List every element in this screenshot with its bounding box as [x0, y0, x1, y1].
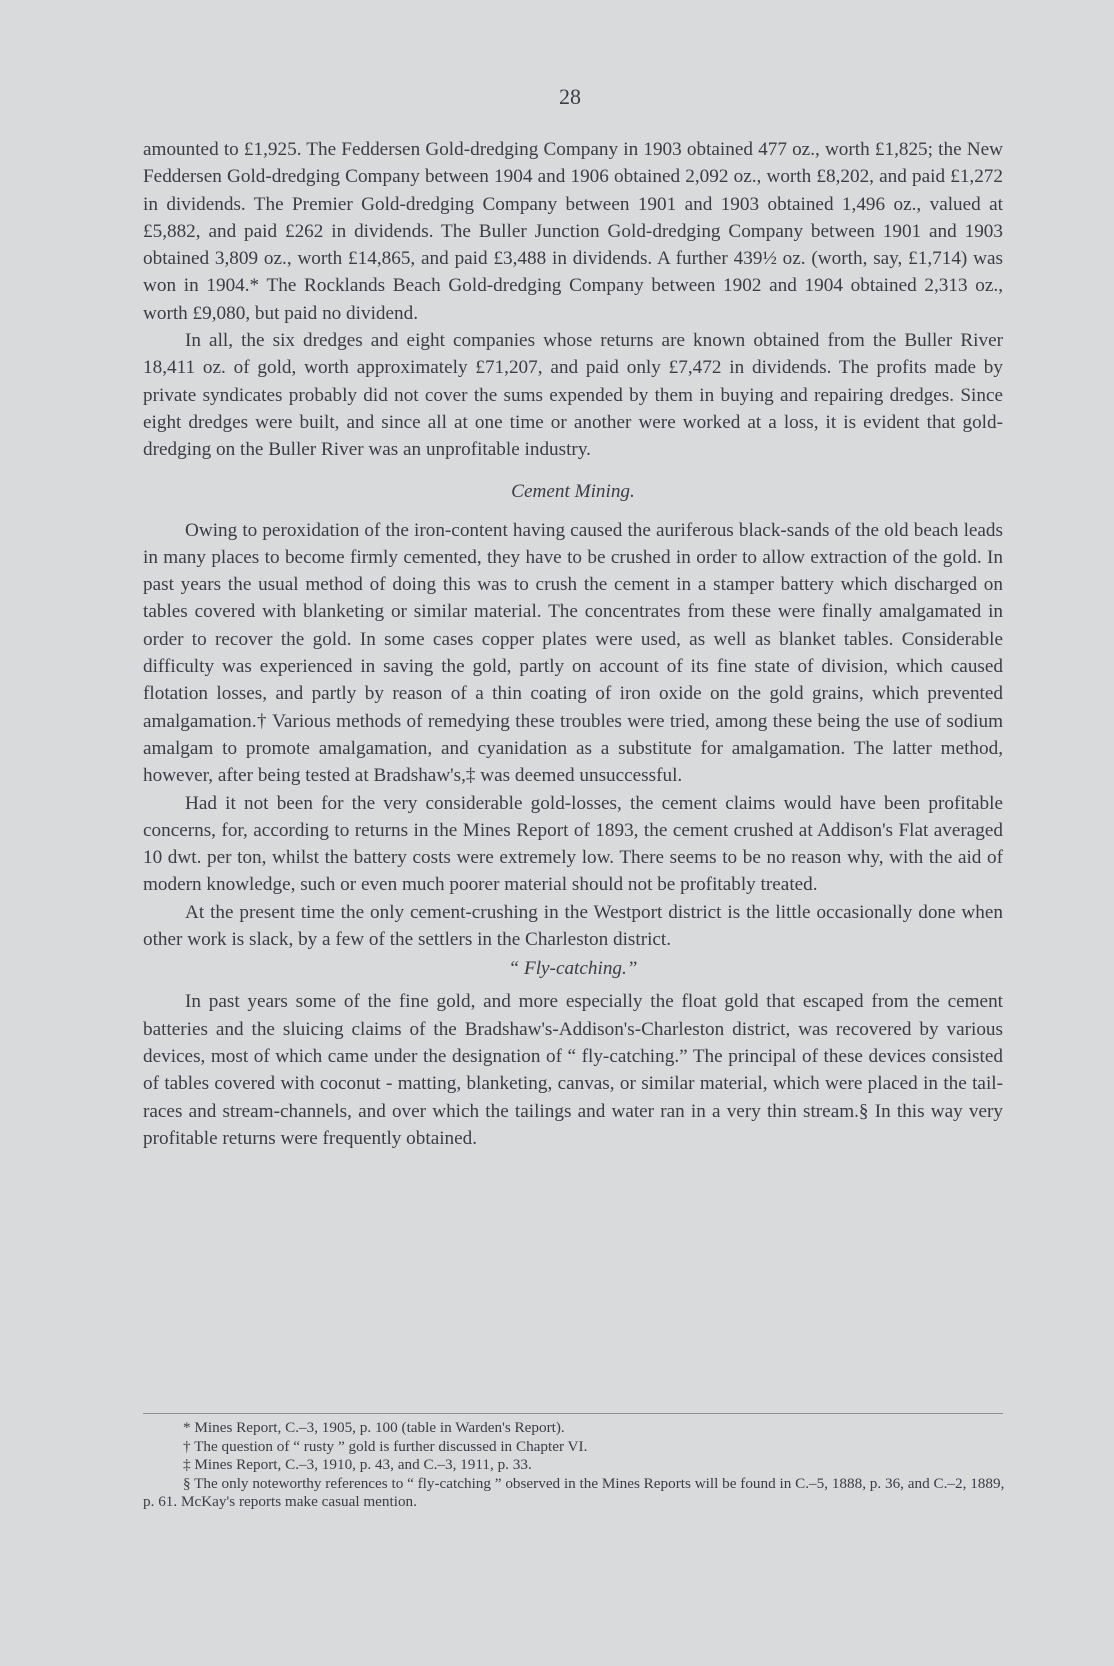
section-heading-cement-mining: Cement Mining. — [511, 480, 635, 502]
paragraph-cement-profitability: Had it not been for the very considerable gold-losses, the cement claims would have been profitable concerns, for, according to returns in the Mines Report of 1893, the cement crushed at Addison's Flat averaged 10 dwt. per ton, whilst the battery costs were extremely low. There seems to be no reason why, with the aid of modern knowledge, such or even much poorer material should not be profitably treated. — [143, 792, 1003, 896]
footnote-section: § The only noteworthy references to “ fly-catching ” observed in the Mines Reports will be found in C.–5, 1888, p. 36, and C.–2, 1889, p. 61. McKay's reports make casual mention. — [143, 1474, 1005, 1510]
page-number: 28 — [559, 84, 581, 109]
body-text — [143, 136, 1003, 1152]
paragraph-cement-method: Owing to peroxidation of the iron-content having caused the auriferous black-sands of the old beach leads in many places to become firmly cemented, they have to be crushed in order to allow extraction of the gold. In past years the usual method of doing this was to crush the cement in a stamper battery which discharged on tables covered with blanketing or similar material. The concentrates from these were finally amalgamated in order to recover the gold. In some cases copper plates were used, as well as blanket tables. Considerable difficulty was experienced in saving the gold, partly on account of its fine state of division, which caused flotation losses, and partly by reason of a thin coating of iron oxide on the gold grains, which prevented amalgamation.† Various methods of remedying these troubles were tried, among these being the use of sodium amalgam to promote amalgamation, and cyanidation as a substitute for amalgamation. The latter method, however, after being tested at Bradshaw's,‡ was deemed unsuccessful. — [143, 519, 1003, 787]
paragraph-dredging-returns: amounted to £1,925. The Feddersen Gold-dredging Company in 1903 obtained 477 oz., worth £1,825; the New Feddersen Gold-dredging Company between 1904 and 1906 obtained 2,092 oz., worth £8,202, and paid £1,272 in dividends. The Premier Gold-dredging Company between 1901 and 1903 obtained 1,496 oz., valued at £5,882, and paid £262 in dividends. The Buller Junction Gold-dredging Company between 1901 and 1903 obtained 3,809 oz., worth £14,865, and paid £3,488 in dividends. A further 439½ oz. (worth, say, £1,714) was won in 1904.* The Rocklands Beach Gold-dredging Company between 1902 and 1904 obtained 2,313 oz., worth £9,080, but paid no dividend. — [143, 139, 1003, 324]
paragraph-cement-present: At the present time the only cement-crushing in the Westport district is the little occasionally done when other work is slack, by a few of the settlers in the Charleston district. — [143, 901, 1003, 951]
footnote-double-dagger: ‡ Mines Report, C.–3, 1910, p. 43, and C.–3, 1911, p. 33. — [183, 1456, 532, 1473]
paragraph-dredging-summary: In all, the six dredges and eight companies whose returns are known obtained from the Buller River 18,411 oz. of gold, worth approximately £71,207, and paid only £7,472 in dividends. The profits made by private syndicates probably did not cover the sums expended by them in buying and repairing dredges. Since eight dredges were built, and since all at one time or another were worked at a loss, it is evident that gold-dredging on the Buller River was an unprofitable industry. — [143, 330, 1003, 461]
footnotes — [143, 1419, 1013, 1512]
footnote-dagger: † The question of “ rusty ” gold is further discussed in Chapter VI. — [183, 1437, 588, 1455]
footnote-star: * Mines Report, C.–3, 1905, p. 100 (table in Warden's Report). — [183, 1419, 565, 1436]
section-heading-fly-catching: “ Fly-catching.” — [508, 958, 638, 980]
footnote-divider — [143, 1413, 1003, 1414]
paragraph-fly-catching: In past years some of the fine gold, and more especially the float gold that escaped from the cement batteries and the sluicing claims of the Bradshaw's-Addison's-Charleston district, was recovered by various devices, most of which came under the designation of “ fly-catching.” The principal of these devices consisted of tables covered with coconut - matting, blanketing, canvas, or similar material, which were placed in the tail-races and stream-channels, and over which the tailings and water ran in a very thin stream.§ In this way very profitable returns were frequently obtained. — [143, 991, 1003, 1149]
